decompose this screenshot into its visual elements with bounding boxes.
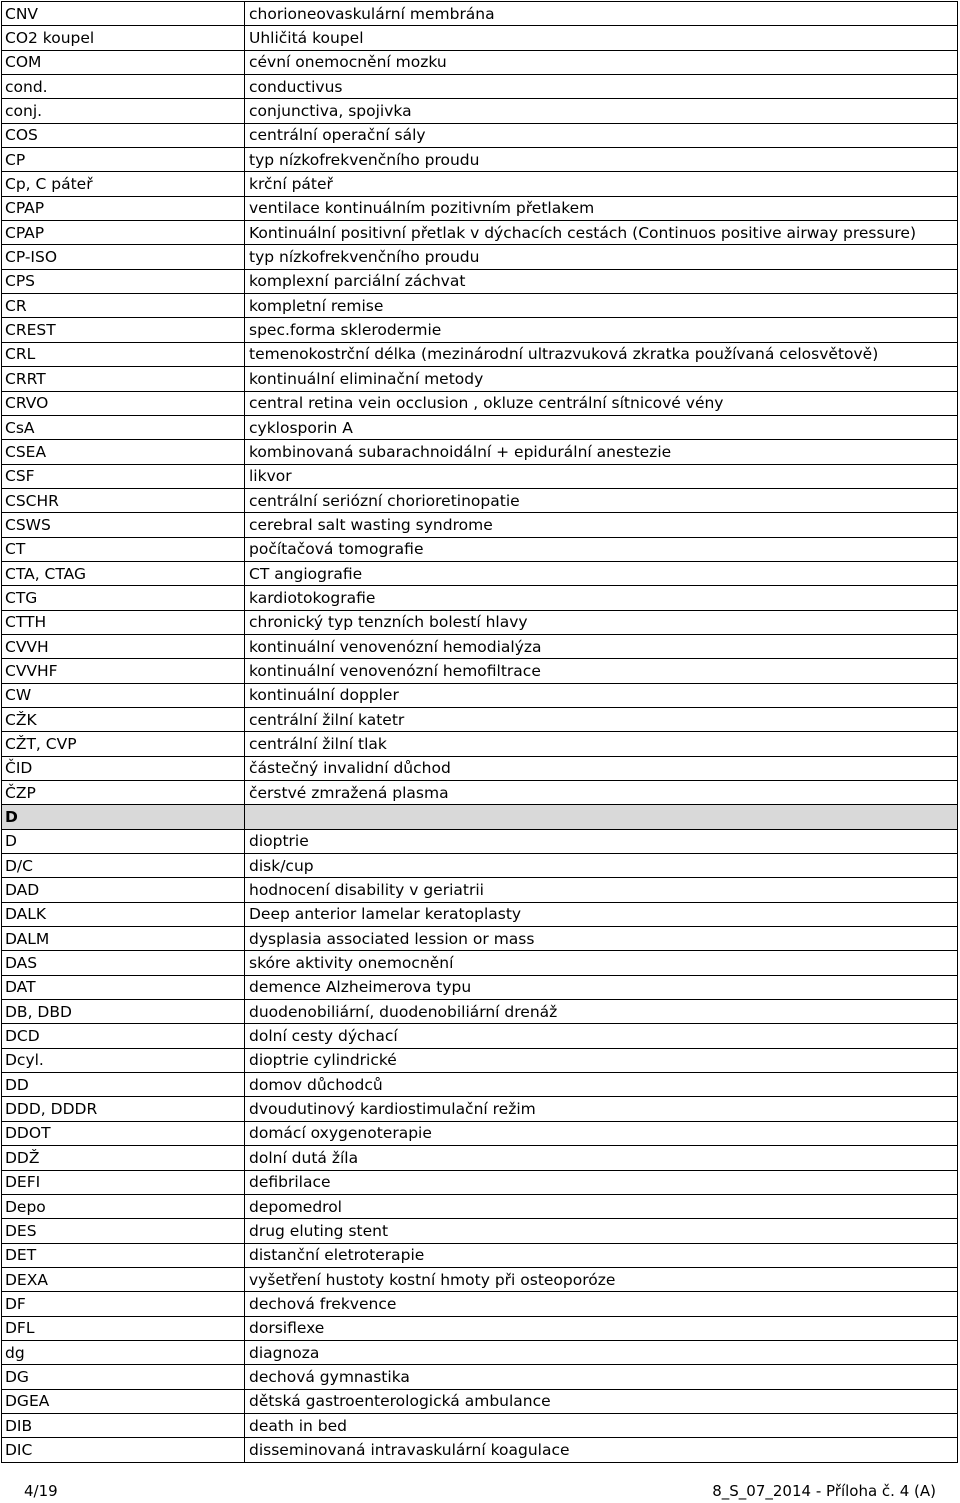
meaning-cell: dysplasia associated lession or mass [245,927,958,951]
meaning-cell: dechová gymnastika [245,1365,958,1389]
abbreviation-cell: ČZP [2,781,245,805]
table-row [2,707,958,731]
table-row [2,367,958,391]
meaning-cell: defibrilace [245,1170,958,1194]
abbreviation-table [1,1,958,1463]
table-row [2,1048,958,1072]
meaning-cell: dětská gastroenterologická ambulance [245,1389,958,1413]
meaning-cell: conjunctiva, spojivka [245,99,958,123]
table-row [2,1438,958,1462]
table-row [2,1097,958,1121]
meaning-cell: chorioneovaskulární membrána [245,2,958,26]
abbreviation-cell: cond. [2,75,245,99]
table-row [2,196,958,220]
abbreviation-cell: DD [2,1073,245,1097]
meaning-cell: distanční eletroterapie [245,1243,958,1267]
table-row [2,1389,958,1413]
table-row [2,659,958,683]
table-row [2,513,958,537]
abbreviation-cell: CREST [2,318,245,342]
table-row [2,1316,958,1340]
abbreviation-cell: COS [2,123,245,147]
meaning-cell: dvoudutinový kardiostimulační režim [245,1097,958,1121]
abbreviation-cell: DIC [2,1438,245,1462]
abbreviation-cell: CO2 koupel [2,26,245,50]
table-row [2,415,958,439]
meaning-cell: kontinuální doppler [245,683,958,707]
meaning-cell: dolní cesty dýchací [245,1024,958,1048]
abbreviation-cell: DEFI [2,1170,245,1194]
section-letter: D [2,805,245,829]
abbreviation-cell: CSCHR [2,488,245,512]
abbreviation-cell: DAS [2,951,245,975]
table-row [2,75,958,99]
meaning-cell: hodnocení disability v geriatrii [245,878,958,902]
meaning-cell: typ nízkofrekvenčního proudu [245,148,958,172]
abbreviation-cell: conj. [2,99,245,123]
abbreviation-cell: CR [2,294,245,318]
abbreviation-cell: CP [2,148,245,172]
abbreviation-cell: CsA [2,415,245,439]
meaning-cell: krční páteř [245,172,958,196]
table-row [2,464,958,488]
meaning-cell: dechová frekvence [245,1292,958,1316]
table-row [2,1121,958,1145]
meaning-cell: skóre aktivity onemocnění [245,951,958,975]
abbreviation-cell: DALK [2,902,245,926]
abbreviation-cell: DB, DBD [2,1000,245,1024]
table-row [2,488,958,512]
meaning-cell: demence Alzheimerova typu [245,975,958,999]
abbreviation-cell: DIB [2,1413,245,1437]
table-row [2,50,958,74]
meaning-cell: centrální operační sály [245,123,958,147]
table-row [2,878,958,902]
abbreviation-cell: DEXA [2,1267,245,1291]
page-number: 4/19 [24,1482,58,1500]
meaning-cell: čerstvé zmražená plasma [245,781,958,805]
meaning-cell: domov důchodců [245,1073,958,1097]
meaning-cell: Kontinuální positivní přetlak v dýchacích cestách (Continuos positive airway pressure) [245,221,958,245]
abbreviation-cell: CW [2,683,245,707]
table-row [2,1267,958,1291]
table-row [2,123,958,147]
meaning-cell: kompletní remise [245,294,958,318]
meaning-cell: cyklosporin A [245,415,958,439]
abbreviation-cell: CSWS [2,513,245,537]
abbreviation-cell: CSF [2,464,245,488]
meaning-cell: Deep anterior lamelar keratoplasty [245,902,958,926]
abbreviation-cell: CŽT, CVP [2,732,245,756]
meaning-cell: spec.forma sklerodermie [245,318,958,342]
meaning-cell: drug eluting stent [245,1219,958,1243]
table-row [2,1292,958,1316]
abbreviation-cell: DAT [2,975,245,999]
table-row [2,1170,958,1194]
abbreviation-cell: DCD [2,1024,245,1048]
table-row [2,1219,958,1243]
meaning-cell: vyšetření hustoty kostní hmoty při osteoporóze [245,1267,958,1291]
abbreviation-table-body [2,2,958,1463]
abbreviation-cell: CTA, CTAG [2,561,245,585]
meaning-cell: centrální žilní tlak [245,732,958,756]
document-id: 8_S_07_2014 - Příloha č. 4 (A) [712,1482,936,1500]
abbreviation-cell: Cp, C páteř [2,172,245,196]
table-row [2,1340,958,1364]
table-row [2,26,958,50]
table-row [2,1000,958,1024]
table-row [2,2,958,26]
table-row [2,927,958,951]
meaning-cell: počítačová tomografie [245,537,958,561]
meaning-cell: disseminovaná intravaskulární koagulace [245,1438,958,1462]
meaning-cell: cerebral salt wasting syndrome [245,513,958,537]
abbreviation-cell: DGEA [2,1389,245,1413]
meaning-cell: komplexní parciální záchvat [245,269,958,293]
table-row [2,1413,958,1437]
meaning-cell: dorsiflexe [245,1316,958,1340]
table-row [2,245,958,269]
meaning-cell [245,805,958,829]
meaning-cell: Uhličitá koupel [245,26,958,50]
abbreviation-cell: DALM [2,927,245,951]
abbreviation-cell: DES [2,1219,245,1243]
abbreviation-cell: DDOT [2,1121,245,1145]
abbreviation-cell: CPAP [2,221,245,245]
abbreviation-cell: DET [2,1243,245,1267]
table-row [2,294,958,318]
meaning-cell: ventilace kontinuálním pozitivním přetlakem [245,196,958,220]
abbreviation-cell: CRVO [2,391,245,415]
abbreviation-cell: CVVH [2,634,245,658]
abbreviation-cell: Dcyl. [2,1048,245,1072]
meaning-cell: conductivus [245,75,958,99]
abbreviation-cell: COM [2,50,245,74]
table-row [2,610,958,634]
meaning-cell: chronický typ tenzních bolestí hlavy [245,610,958,634]
table-row [2,683,958,707]
meaning-cell: death in bed [245,1413,958,1437]
abbreviation-cell: CSEA [2,440,245,464]
abbreviation-cell: CRL [2,342,245,366]
meaning-cell: central retina vein occlusion , okluze centrální sítnicové vény [245,391,958,415]
table-row [2,1073,958,1097]
meaning-cell: temenokostrční délka (mezinárodní ultrazvuková zkratka používaná celosvětově) [245,342,958,366]
table-row [2,318,958,342]
meaning-cell: domácí oxygenoterapie [245,1121,958,1145]
meaning-cell: cévní onemocnění mozku [245,50,958,74]
table-row [2,634,958,658]
table-row [2,342,958,366]
abbreviation-cell: DDŽ [2,1146,245,1170]
meaning-cell: likvor [245,464,958,488]
meaning-cell: CT angiografie [245,561,958,585]
meaning-cell: depomedrol [245,1194,958,1218]
meaning-cell: centrální žilní katetr [245,707,958,731]
table-row [2,99,958,123]
abbreviation-cell: CVVHF [2,659,245,683]
table-row [2,148,958,172]
abbreviation-cell: CNV [2,2,245,26]
abbreviation-cell: CPAP [2,196,245,220]
meaning-cell: duodenobiliární, duodenobiliární drenáž [245,1000,958,1024]
table-row [2,732,958,756]
abbreviation-cell: D [2,829,245,853]
meaning-cell: centrální seriózní chorioretinopatie [245,488,958,512]
meaning-cell: typ nízkofrekvenčního proudu [245,245,958,269]
table-row [2,829,958,853]
table-row [2,172,958,196]
abbreviation-cell: DF [2,1292,245,1316]
table-row [2,1194,958,1218]
abbreviation-cell: DFL [2,1316,245,1340]
meaning-cell: kontinuální venovenózní hemodialýza [245,634,958,658]
abbreviation-cell: DDD, DDDR [2,1097,245,1121]
table-row [2,586,958,610]
meaning-cell: dolní dutá žíla [245,1146,958,1170]
table-row [2,1146,958,1170]
table-row [2,269,958,293]
table-row [2,951,958,975]
table-row [2,902,958,926]
table-row [2,391,958,415]
table-row [2,781,958,805]
table-row [2,1365,958,1389]
abbreviation-cell: CŽK [2,707,245,731]
meaning-cell: kontinuální venovenózní hemofiltrace [245,659,958,683]
section-header-row [2,805,958,829]
table-row [2,1024,958,1048]
abbreviation-cell: DG [2,1365,245,1389]
table-row [2,221,958,245]
table-row [2,756,958,780]
table-row [2,440,958,464]
meaning-cell: dioptrie [245,829,958,853]
table-row [2,561,958,585]
abbreviation-cell: CTTH [2,610,245,634]
abbreviation-cell: dg [2,1340,245,1364]
meaning-cell: dioptrie cylindrické [245,1048,958,1072]
meaning-cell: částečný invalidní důchod [245,756,958,780]
table-row [2,537,958,561]
abbreviation-cell: CT [2,537,245,561]
table-row [2,1243,958,1267]
table-row [2,854,958,878]
meaning-cell: disk/cup [245,854,958,878]
abbreviation-cell: DAD [2,878,245,902]
abbreviation-cell: CRRT [2,367,245,391]
abbreviation-cell: CPS [2,269,245,293]
meaning-cell: diagnoza [245,1340,958,1364]
meaning-cell: kontinuální eliminační metody [245,367,958,391]
abbreviation-cell: CP-ISO [2,245,245,269]
abbreviation-cell: CTG [2,586,245,610]
abbreviation-cell: Depo [2,1194,245,1218]
meaning-cell: kombinovaná subarachnoidální + epidurální anestezie [245,440,958,464]
abbreviation-cell: ČID [2,756,245,780]
abbreviation-cell: D/C [2,854,245,878]
meaning-cell: kardiotokografie [245,586,958,610]
table-row [2,975,958,999]
